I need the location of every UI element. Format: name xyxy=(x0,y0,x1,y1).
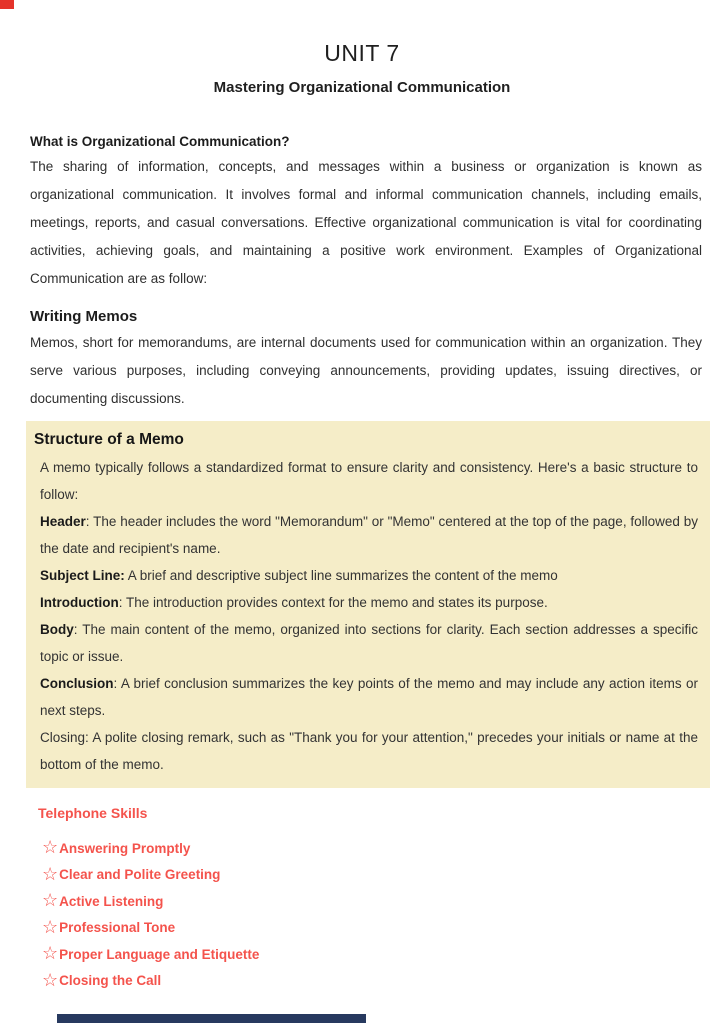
memo-item-label: Conclusion xyxy=(40,676,114,691)
star-outline-icon: ☆ xyxy=(42,916,59,937)
list-item-label: Professional Tone xyxy=(59,920,176,936)
corner-accent-mark xyxy=(0,0,14,9)
writing-memos-paragraph: Memos, short for memorandums, are internal documents used for communication within an organization. They serve various purposes, including conveying announcements, providing updates, issuing directives, or documenting discussions. xyxy=(30,335,702,406)
memo-item-subject-line xyxy=(40,562,698,589)
list-item xyxy=(42,915,702,942)
star-outline-icon: ☆ xyxy=(42,837,59,858)
memo-item-label: Subject Line: xyxy=(40,568,125,583)
list-item xyxy=(42,968,702,995)
memo-item-label: Introduction xyxy=(40,595,119,610)
memo-item-label: Header xyxy=(40,514,86,529)
memo-item-header xyxy=(40,508,698,562)
star-outline-icon: ☆ xyxy=(42,863,59,884)
memo-structure-box xyxy=(26,421,710,788)
list-item-label: Active Listening xyxy=(59,893,164,909)
what-is-heading: What is Organizational Communication? xyxy=(30,134,290,149)
list-item xyxy=(42,888,702,915)
list-item xyxy=(42,941,702,968)
list-item-label: Clear and Polite Greeting xyxy=(59,867,221,883)
memo-item-text: : A brief conclusion summarizes the key points of the memo and may include any action items or next steps. xyxy=(40,676,698,718)
memo-item-label: Body xyxy=(40,622,74,637)
telephone-skills-heading: Telephone Skills xyxy=(38,805,148,821)
memo-item-closing xyxy=(40,724,698,778)
telephone-skills-list xyxy=(42,835,702,994)
memo-item-body xyxy=(40,616,698,670)
memo-box-heading: Structure of a Memo xyxy=(34,431,184,448)
memo-item-conclusion xyxy=(40,670,698,724)
memo-item-text: : The introduction provides context for the memo and states its purpose. xyxy=(118,595,548,610)
memo-intro: A memo typically follows a standardized format to ensure clarity and consistency. Here's a basic structure to follow: xyxy=(40,460,698,502)
star-outline-icon: ☆ xyxy=(42,890,59,911)
footer-bar xyxy=(57,1014,366,1023)
memo-item-introduction xyxy=(40,589,698,616)
writing-memos-heading: Writing Memos xyxy=(30,308,138,325)
unit-title: UNIT 7 xyxy=(324,40,400,66)
list-item-label: Answering Promptly xyxy=(59,840,191,856)
star-outline-icon: ☆ xyxy=(42,969,59,990)
list-item-label: Proper Language and Etiquette xyxy=(59,946,260,962)
list-item xyxy=(42,862,702,889)
star-outline-icon: ☆ xyxy=(42,943,59,964)
what-is-paragraph: The sharing of information, concepts, and messages within a business or organization is known as organizational communication. It involves formal and informal communication channels, including emails, meetings, reports, and casual conversations. Effective organizational communication is vital for coordinating activities, achieving goals, and maintaining a positive work environment. Examples of Organizational Communication are as follow: xyxy=(30,159,702,286)
memo-item-text: A brief and descriptive subject line summarizes the content of the memo xyxy=(124,568,558,583)
unit-subtitle: Mastering Organizational Communication xyxy=(213,79,511,96)
list-item xyxy=(42,835,702,862)
memo-item-text: Closing: A polite closing remark, such as "Thank you for your attention," precedes your initials or name at the bottom of the memo. xyxy=(40,730,698,772)
memo-item-text: : The header includes the word "Memorandum" or "Memo" centered at the top of the page, followed by the date and recipient's name. xyxy=(40,514,698,556)
list-item-label: Closing the Call xyxy=(59,973,162,989)
memo-item-text: : The main content of the memo, organized into sections for clarity. Each section addresses a specific topic or issue. xyxy=(40,622,698,664)
